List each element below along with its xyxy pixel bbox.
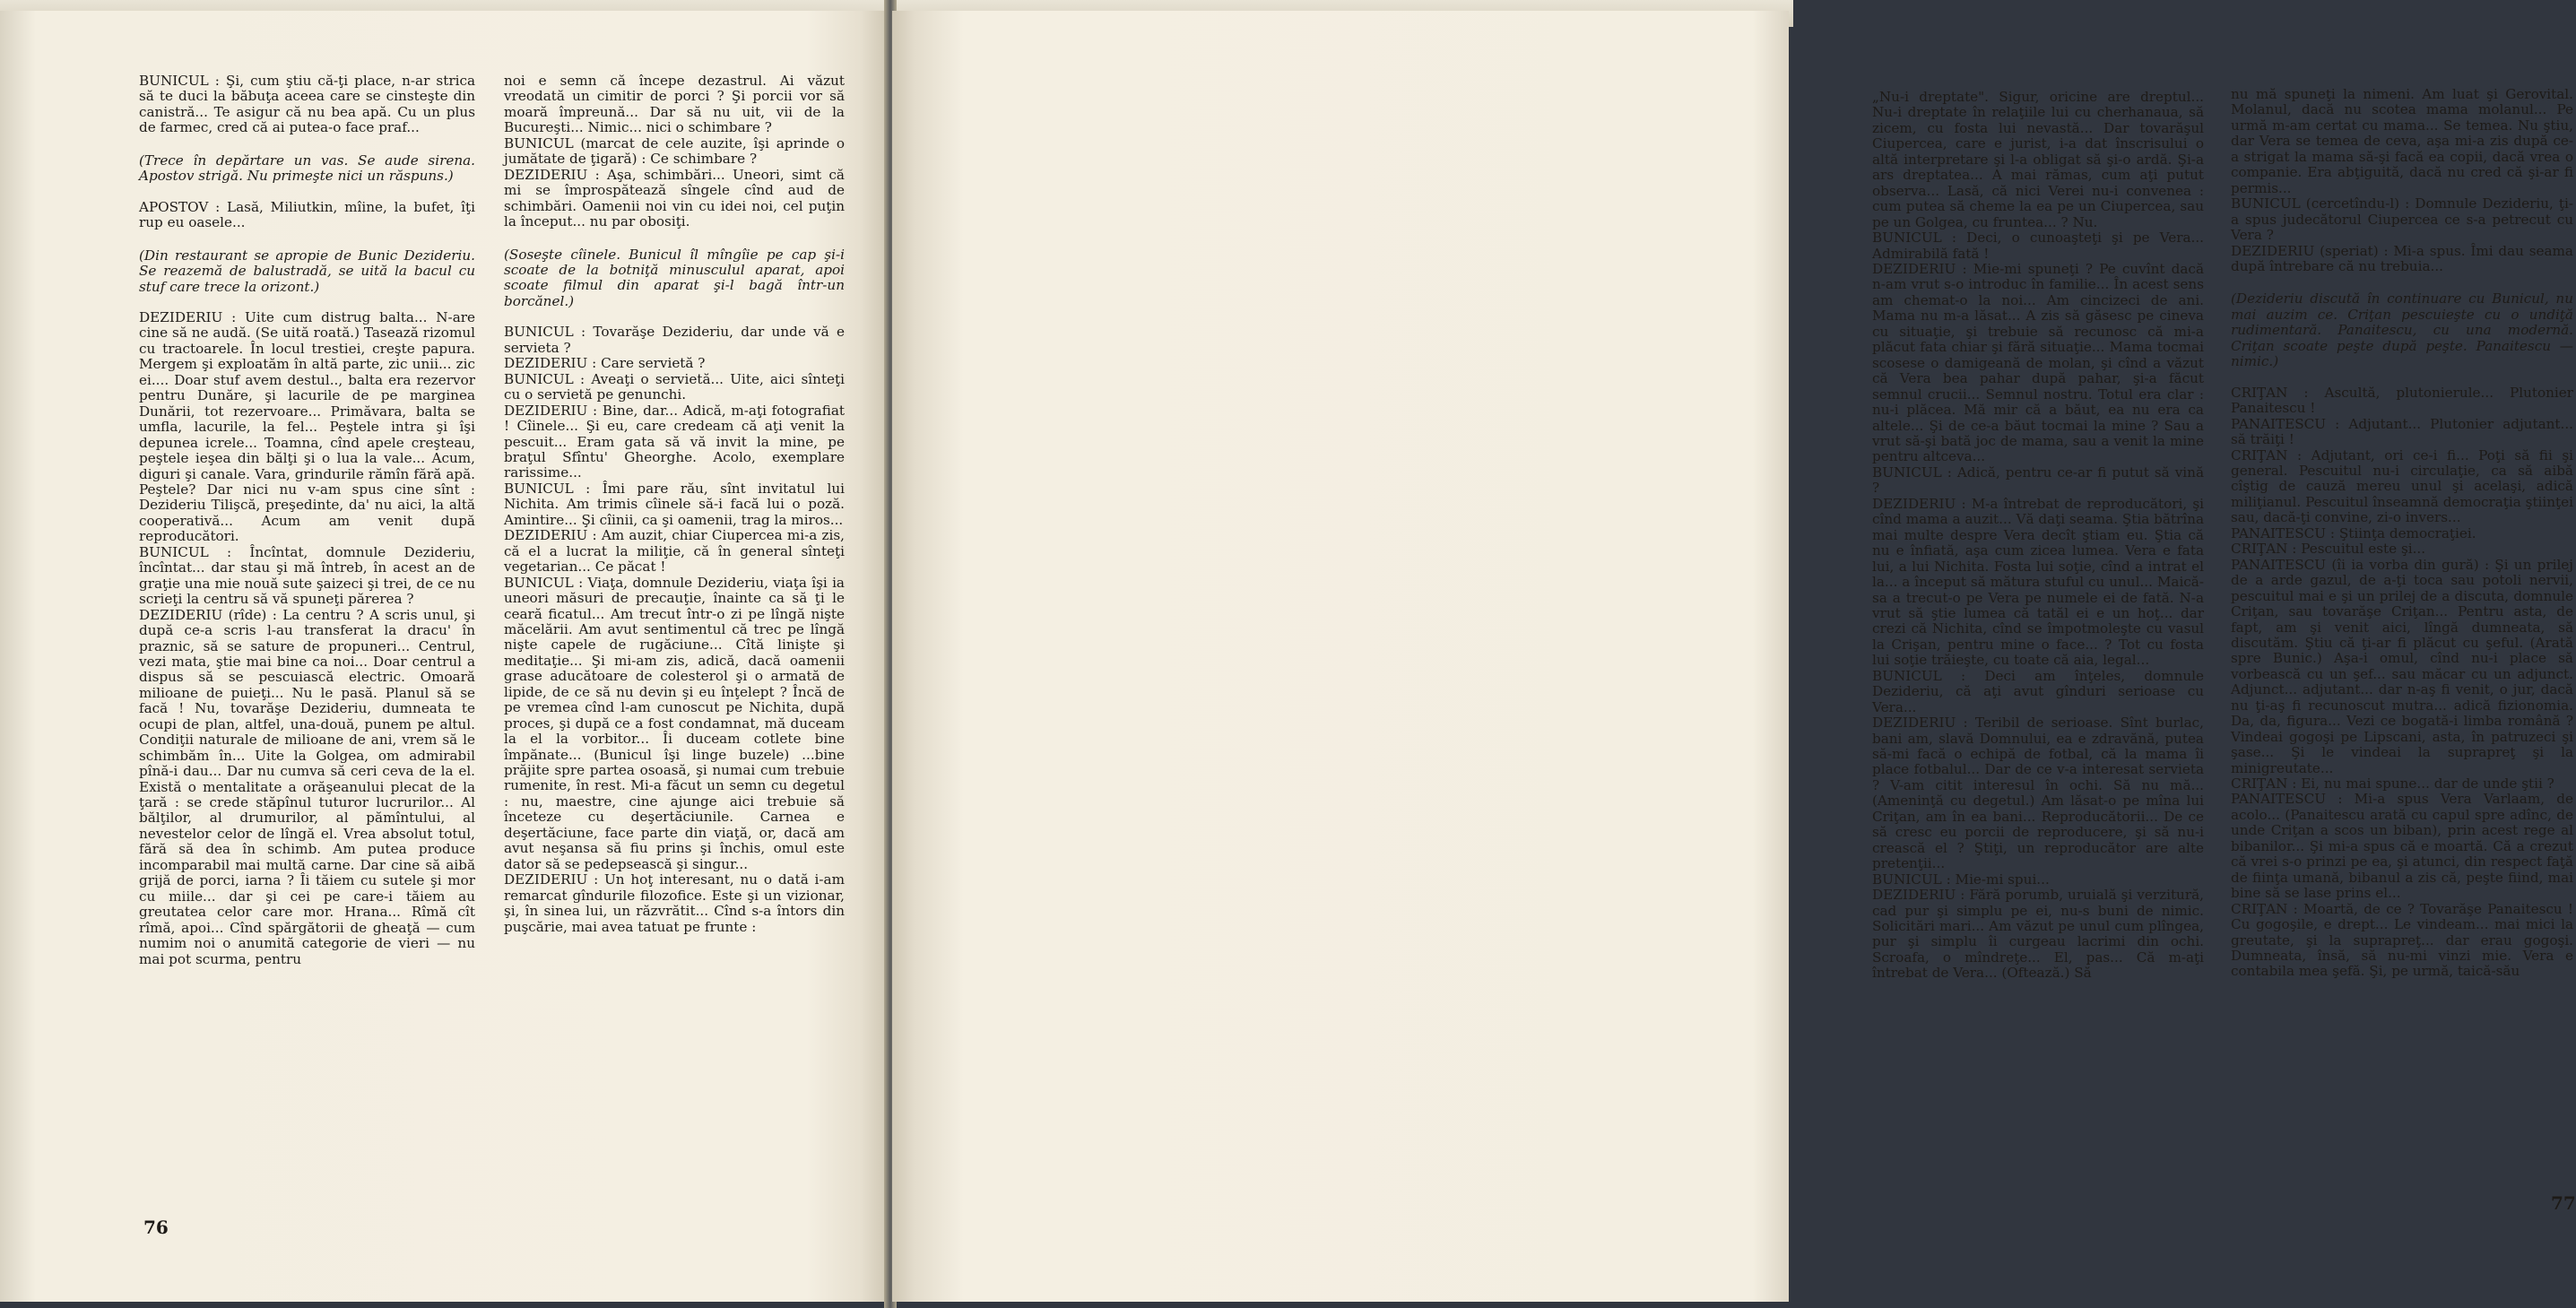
- dialogue-line: PANAITESCU : Mi-a spus Vera Varlaam, de acolo... (Panaitescu arată cu capul spre adînc, de unde Criţan a scos un biban), prin acest rege al bibanilor... Şi mi-a spus că e moartă. Că a crezut că vrei s-o prinzi pe ea, şi atunci, din respect faţă de fiinţa umană, bibanul a zis că, peşte fiind, mai bine să se lase prins el...: [2231, 791, 2573, 902]
- stage-direction: (Dezideriu discută în continuare cu Bunicul, nu mai auzim ce. Criţan pescuieşte cu o undiţă rudimentară. Panaitescu, cu una modernă. Criţan scoate peşte după peşte. Panaitescu — nimic.): [2231, 290, 2573, 370]
- stage-direction: (Soseşte cîinele. Bunicul îl mîngîie pe cap şi-i scoate de la botniţă minusculul aparat, apoi scoate filmul din aparat şi-l bagă într-un borcănel.): [504, 246, 845, 309]
- dialogue-line: CRIŢAN : Adjutant, ori ce-i fi... Poţi să fii şi general. Pescuitul nu-i circulaţie, ca să aibă cîştig de cauză mereu unul şi acelaşi, adică miliţianul. Pescuitul înseamnă democraţia ştiinţei sau, dacă-ţi convine, zi-o invers...: [2231, 446, 2573, 526]
- dialogue-line: CRIŢAN : Moartă, de ce ? Tovarăşe Panaitescu ! Cu gogoşile, e drept... Le vindeam... mai mici la greutate, şi la suprapreţ... dar erau gogoşi. Dumneata, însă, să nu-mi vinzi mie. Vera e contabila mea şefă. Şi, pe urmă, taică-său: [2231, 900, 2573, 980]
- dialogue-line: DEZIDERIU : Un hoţ interesant, nu o dată i-am remarcat gîndurile filozofice. Este şi un vizionar, şi, în sinea lui, un răzvrătit... Cînd s-a întors din puşcărie, mai avea tatuat pe frunte :: [504, 871, 845, 935]
- page-number-left: 76: [143, 1217, 169, 1238]
- stage-direction: (Din restaurant se apropie de Bunic Dezideriu. Se reazemă de balustradă, se uită la bacul cu stuf care trece la orizont.): [139, 247, 475, 295]
- stage-direction: (Trece în depărtare un vas. Se aude sirena. Apostov strigă. Nu primeşte nici un răspuns.): [139, 152, 475, 185]
- dialogue-line: BUNICUL (cercetîndu-l) : Domnule Dezideriu, ţi-a spus judecătorul Ciupercea ce s-a petrecut cu Vera ?: [2231, 195, 2573, 244]
- continued-text: nu mă spuneţi la nimeni. Am luat şi Gerovital. Molanul, dacă nu scotea mama molanul... Pe urmă m-am certat cu mama... Se temea. Nu ştiu, dar Vera se temea de ceva, aşa mi-a zis după ce-a strigat la mama să-şi facă ea copii, dacă vrea o companie. Era abţiguită, dacă nu cred că şi-ar fi permis...: [2231, 86, 2573, 196]
- dialogue-line: DEZIDERIU : Bine, dar... Adică, m-aţi fotografiat ! Cîinele... Şi eu, care credeam că aţi venit la pescuit... Eram gata să vă invit la mine, pe braţul Sfîntu' Gheorghe. Acolo, exemplare rarissime...: [504, 402, 845, 481]
- page-number-right: 77: [2551, 1192, 2576, 1214]
- dialogue-line: PANAITESCU (îi ia vorba din gură) : Şi un prilej de a arde gazul, de a-ţi toca sau potoli nervii, pescuitul mai e şi un prilej de a discuta, domnule Criţan, sau tovarăşe Criţan... Pentru asta, de fapt, am şi venit aici, lîngă dumneata, să discutăm. Ştiu că ţi-ar fi plăcut cu şeful. (Arată spre Bunic.) Aşa-i omul, cînd nu-i place să vorbească cu un şef... sau măcar cu un adjunct. Adjunct... adjutant... dar n-aş fi venit, o jur, dacă nu ţi-aş fi recunoscut mutra... adică fizionomia. Da, da, figura... Vezi ce bogată-i limba română ? Vindeai gogoşi pe Lipscani, asta, în patruzeci şi şase... Şi le vindeai la suprapreţ şi la minigreutate...: [2231, 556, 2573, 776]
- dialogue-line: BUNICUL : Şi, cum ştiu că-ţi place, n-ar strica să te duci la băbuţa aceea care se cinsteşte din canistră... Te asigur că nu bea apă. Cu un plus de farmec, cred că ai putea-o face praf...: [139, 73, 475, 136]
- dialogue-line: BUNICUL : Îmi pare rău, sînt invitatul lui Nichita. Am trimis cîinele să-i facă lui o poză. Amintire... Şi cîinii, ca şi oamenii, trag la miros...: [504, 480, 845, 528]
- dialogue-line: BUNICUL : Deci am înţeles, domnule Dezideriu, că aţi avut gînduri serioase cu Vera...: [1872, 667, 2204, 715]
- right-page: [892, 11, 2576, 1302]
- dialogue-line: CRIŢAN : Ascultă, plutonierule... Plutonier Panaitescu !: [2231, 384, 2573, 417]
- dialogue-line: BUNICUL : Mie-mi spui...: [1872, 871, 2050, 888]
- dialogue-line: APOSTOV : Lasă, Miliutkin, mîine, la bufet, îţi rup eu oasele...: [139, 198, 475, 231]
- dialogue-line: DEZIDERIU : Uite cum distrug balta... N-are cine să ne audă. (Se uită roată.) Tasează rizomul cu tractoarele. În locul trestiei, creşte papura. Mergem şi exploatăm în altă parte, zic unii... zic ei.... Doar stuf avem destul.., balta era rezervor pentru Dunăre, şi lacurile de pe marginea Dunării, tot rezervoare... Primăvara, balta se umfla, lacurile, la fel... Peştele intra şi îşi depunea icrele... Toamna, cînd apele creşteau, peştele ieşea din bălţi şi o lua la vale... Acum, diguri şi canale. Vara, grindurile rămîn fără apă. Peştele? Dar nici nu v-am spus cine sînt : Dezideriu Tilişcă, preşedinte, da' nu aici, la altă cooperativă... Acum am venit după reproducători.: [139, 308, 475, 545]
- dialogue-line: DEZIDERIU : Aşa, schimbări... Uneori, simt că mi se împrospătează sîngele cînd aud de schimbări. Oamenii noi vin cu idei noi, cel puţin la început... nu par obosiţi.: [504, 166, 845, 230]
- left-page: [0, 11, 888, 1302]
- dialogue-line: PANAITESCU : Ştiinţa democraţiei.: [2231, 524, 2476, 541]
- dialogue-line: DEZIDERIU : Fără porumb, uruială şi verzitură, cad pur şi simplu pe ei, nu-s buni de nimic. Solicitări mari... Am văzut pe unul cum plîngea, pur şi simplu îi curgeau lacrimi din ochi. Scroafa, o mîndreţe... El, pas... Că m-aţi întrebat de Vera... (Oftează.) Să: [1872, 887, 2204, 982]
- dialogue-line: DEZIDERIU (speriat) : Mi-a spus. Îmi dau seama după întrebare că nu trebuia...: [2231, 242, 2573, 274]
- dialogue-line: BUNICUL : Deci, o cunoaşteţi şi pe Vera... Admirabilă fată !: [1872, 230, 2204, 262]
- dialogue-line: CRIŢAN : Ei, nu mai spune... dar de unde ştii ?: [2231, 775, 2554, 793]
- dialogue-line: DEZIDERIU : Care servietă ?: [504, 355, 706, 372]
- dialogue-line: BUNICUL : Încîntat, domnule Dezideriu, încîntat... dar stau şi mă întreb, în acest an de graţie una mie nouă sute şaizeci şi trei, de ce nu scrieţi la centru să vă spuneţi părerea ?: [139, 543, 475, 608]
- dialogue-line: BUNICUL : Tovarăşe Dezideriu, dar unde vă e servieta ?: [504, 324, 845, 356]
- left-page-column-1: [139, 74, 475, 967]
- left-page-column-2: [504, 74, 845, 935]
- continued-text: „Nu-i dreptate". Sigur, oricine are dreptul... Nu-i dreptate în relaţiile lui cu cherhanaua, să zicem, cu fosta lui nevastă... Dar tovarăşul Ciupercea, care e jurist, i-a dat înscrisului o altă interpretare şi l-a obligat să şi-o ardă. Şi-a ars dreptatea... A mai rămas, cum aţi putut observa... Lasă, că nici Verei nu-i convenea : cum putea să cheme la ea pe un Ciupercea, sau pe un Golgea, cu fruntea... ? Nu.: [1872, 89, 2204, 230]
- dialogue-line: DEZIDERIU : Mie-mi spuneţi ? Pe cuvînt dacă n-am vrut s-o introduc în familie... În acest sens am chemat-o la noi... Am cincizeci de ani. Mama nu m-a lăsat... A zis să găsesc pe cineva cu situaţie, şi trebuie să recunosc că mi-a plăcut fata chiar şi fără situaţie... Mama tocmai scosese o damigeană de molan, şi cînd a văzut că Vera bea pahar după pahar, şi-a făcut semnul crucii... Semnul nostru. Totul era clar : nu-i plăcea. Mă mir că a băut, ea nu era ca altele... Şi de ce-a băut tocmai la mine ? Sau a vrut să-şi bată joc de mama, sau a venit la mine pentru altceva...: [1872, 260, 2204, 465]
- dialogue-line: BUNICUL (marcat de cele auzite, îşi aprinde o jumătate de ţigară) : Ce schimbare ?: [504, 134, 845, 168]
- dialogue-line: DEZIDERIU (rîde) : La centru ? A scris unul, şi după ce-a scris l-au transferat la dracu' în praznic, să se sature de propuneri... Centrul, vezi mata, ştie mai bine ca noi... Doar centrul a dispus să se pescuiască electric. Omoară milioane de puieţi... Nu le pasă. Planul să se facă ! Nu, tovarăşe Dezideriu, dumneata te ocupi de plan, altfel, una-două, punem pe altul. Condiţii naturale de milioane de ani, vrem să le schimbăm în... Uite la Golgea, om admirabil pînă-i dau... Dar nu cumva să ceri ceva de la el. Există o mentalitate a orăşeanului plecat de la ţară : se crede stăpînul tuturor lucrurilor... Al bălţilor, al drumurilor, al pămîntului, al nevestelor celor de lîngă el. Vrea absolut totul, fără să dea în schimb. Am putea produce incomparabil mai multă carne. Dar cine să aibă grijă de porci, iarna ? Îi tăiem cu sutele şi mor cu miile... dar şi cei pe care-i tăiem au greutatea celor care mor. Hrana... Rîmă cît rîmă, apoi... Cînd spărgătorii de gheaţă — cum numim noi o anumită categorie de vieri — nu mai pot scurma, pentru: [139, 606, 475, 967]
- dialogue-line: PANAITESCU : Adjutant... Plutonier adjutant... să trăiţi !: [2231, 415, 2573, 448]
- right-page-column-2: [2231, 87, 2573, 980]
- right-page-column-1: [1872, 90, 2204, 982]
- dialogue-line: DEZIDERIU : Teribil de serioase. Sînt burlac, bani am, slavă Domnului, ea e zdravănă, putea să-mi facă o echipă de fotbal, că la mama îi place fotbalul... Dar de ce v-a interesat servieta ? V-am citit interesul în ochi. Să nu mă... (Ameninţă cu degetul.) Am lăsat-o pe mîna lui Criţan, am în ea bani... Reproducătorii... De ce să cresc eu porcii de reproducere, şi să nu-i crească el ? Ştiţi, un reproducător are alte pretenţii...: [1872, 715, 2204, 872]
- dialogue-line: DEZIDERIU : Am auzit, chiar Ciupercea mi-a zis, că el a lucrat la miliţie, că în general sînteţi vegetarian... Ce păcat !: [504, 527, 845, 576]
- dialogue-line: BUNICUL : Viaţa, domnule Dezideriu, viaţa îşi ia uneori măsuri de precauţie, înainte ca să ţi le ceară ficatul... Am trecut într-o zi pe lîngă nişte măcelării. Am avut sentimentul că trec pe lîngă nişte capele de rugăciune... Cîtă linişte şi meditaţie... Şi mi-am zis, adică, dacă oamenii grase aducătoare de colesterol şi o armată de lipide, de ce să nu devin şi eu înţelept ? Încă de pe vremea cînd l-am cunoscut pe Nichita, după proces, şi după ce a fost condamnat, mă duceam la el la vorbitor... Îi duceam cotlete bine împănate... (Bunicul îşi linge buzele) ...bine prăjite spre partea osoasă, şi numai cum trebuie rumenite, în rest. Mi-a făcut un semn cu degetul : nu, maestre, cine ajunge aici trebuie să înceteze cu deşertăciunile. Carnea e deşertăciune, face parte din viaţă, or, dacă am avut neşansa să fiu prins şi închis, omul este dator să se pedepsească şi singur...: [504, 574, 845, 872]
- dialogue-line: BUNICUL : Adică, pentru ce-ar fi putut să vină ?: [1872, 463, 2204, 497]
- dialogue-line: DEZIDERIU : M-a întrebat de reproducători, şi cînd mama a auzit... Vă daţi seama. Ştia bătrîna mai multe despre Vera decît ştiam eu. Ştia că nu e înfiată, aşa cum zicea lumea. Vera e fata lui, a lui Nichita. Fosta lui soţie, cînd a intrat el la... a început să mătura stuful cu unul... Maică-sa a trecut-o pe Vera pe numele ei de fată. N-a vrut să ştie lumea că tatăl ei e un hoţ... dar crezi că Nichita, cînd se împotmoleşte cu vasul la Crişan, pentru mine o face... ? Tot cu fosta lui soţie trăieşte, cu toate că aia, legal...: [1872, 495, 2204, 669]
- continued-text: noi e semn că începe dezastrul. Ai văzut vreodată un cimitir de porci ? Şi porcii vor să moară împreună... Dar să nu uit, vii de la Bucureşti... Nimic... nici o schimbare ?: [504, 73, 845, 136]
- dialogue-line: BUNICUL : Aveaţi o servietă... Uite, aici sînteţi cu o servietă pe genunchi.: [504, 370, 845, 403]
- dialogue-line: CRIŢAN : Pescuitul este şi...: [2231, 541, 2426, 558]
